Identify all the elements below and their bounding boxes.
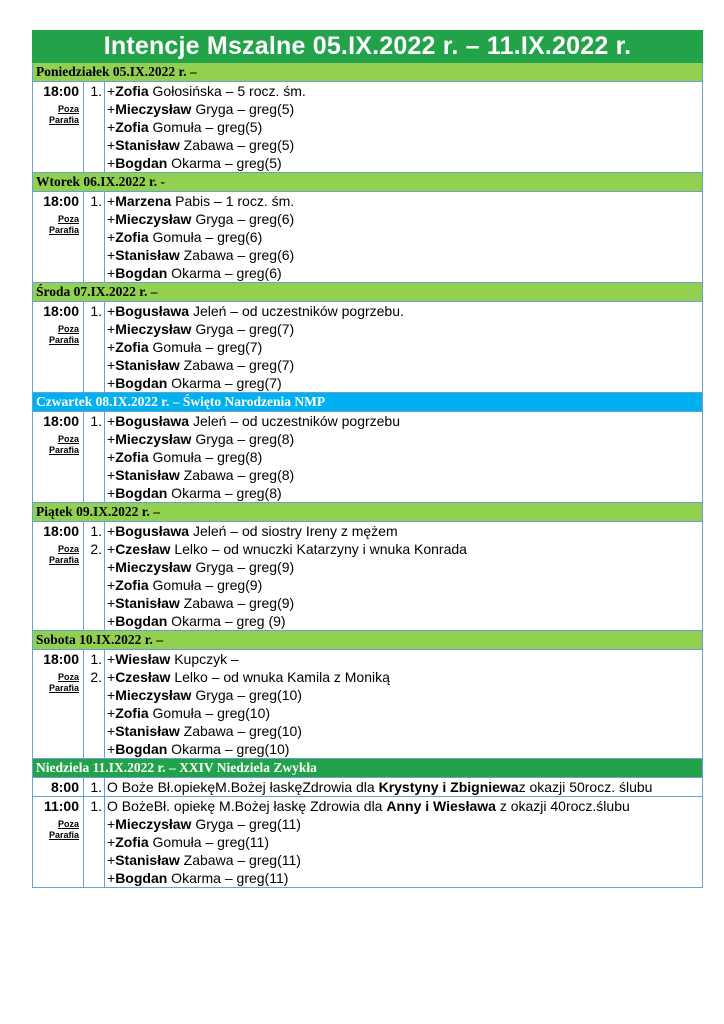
intention-line — [107, 576, 702, 594]
number-column — [84, 650, 105, 758]
intention-line — [107, 302, 702, 320]
intention-name: Mieczysław — [115, 211, 192, 227]
intention-name: Stanisław — [115, 723, 180, 739]
intention-name: Anny i Wiesława — [386, 798, 496, 814]
intention-text: Gomuła – greg(7) — [148, 339, 263, 355]
intention-name: Krystyny i Zbigniewa — [378, 779, 519, 795]
intention-name: Bogusława — [115, 413, 190, 429]
intention-text: + — [107, 211, 116, 227]
intention-text: Zabawa – greg(9) — [179, 595, 295, 611]
intention-name: Mieczysław — [115, 101, 192, 117]
poza-parafia-label: Parafia — [48, 225, 79, 235]
mass-row — [32, 302, 703, 393]
intentions-column — [105, 192, 702, 282]
intention-text: Zabawa – greg(7) — [179, 357, 295, 373]
intention-number: 1. — [90, 779, 102, 795]
intention-number: 1. — [90, 303, 102, 319]
intention-number: 1. — [90, 651, 102, 667]
poza-parafia-label: Poza — [57, 104, 79, 114]
intention-name: Mieczysław — [115, 321, 192, 337]
time-column — [33, 192, 84, 282]
intention-text: + — [107, 577, 116, 593]
intention-line — [107, 264, 702, 282]
intention-line — [107, 540, 702, 558]
intention-line — [107, 100, 702, 118]
intention-name: Zofia — [115, 449, 149, 465]
intention-text: + — [107, 357, 116, 373]
intention-text: + — [107, 705, 116, 721]
intention-line — [107, 594, 702, 612]
intention-text: Jeleń – od siostry Ireny z mężem — [189, 523, 398, 539]
intention-name: Stanisław — [115, 247, 180, 263]
intention-name: Bogdan — [115, 741, 168, 757]
mass-row — [32, 650, 703, 759]
mass-row — [32, 778, 703, 797]
days-list — [32, 63, 703, 888]
mass-time: 18:00 — [43, 303, 79, 319]
intention-text: Okarma – greg(8) — [167, 485, 282, 501]
intention-text: + — [107, 834, 116, 850]
intention-text: Okarma – greg(10) — [167, 741, 290, 757]
intention-text: z okazji 50rocz. ślubu — [518, 779, 653, 795]
intention-line — [107, 778, 702, 796]
intention-text: + — [107, 523, 116, 539]
intention-text: + — [107, 137, 116, 153]
intention-name: Bogdan — [115, 485, 168, 501]
intention-name: Stanisław — [115, 357, 180, 373]
intention-number: 1. — [90, 83, 102, 99]
number-column — [84, 797, 105, 887]
number-column — [84, 82, 105, 172]
intention-line — [107, 192, 702, 210]
intention-name: Stanisław — [115, 595, 180, 611]
intention-text: Okarma – greg(7) — [167, 375, 282, 391]
intention-text: + — [107, 431, 116, 447]
intentions-column — [105, 778, 702, 796]
intention-name: Mieczysław — [115, 687, 192, 703]
intention-number: 2. — [90, 541, 102, 557]
intention-name: Zofia — [115, 834, 149, 850]
intention-line — [107, 430, 702, 448]
mass-row — [32, 82, 703, 173]
intention-text: + — [107, 265, 116, 281]
day-header: Czwartek 08.IX.2022 r. – Święto Narodzenia NMP — [32, 393, 703, 412]
intention-name: Mieczysław — [115, 431, 192, 447]
intention-line — [107, 82, 702, 100]
mass-time: 18:00 — [43, 193, 79, 209]
intention-text: + — [107, 339, 116, 355]
intention-line — [107, 722, 702, 740]
intentions-column — [105, 82, 702, 172]
number-column — [84, 302, 105, 392]
intention-name: Zofia — [115, 705, 149, 721]
intention-text: + — [107, 229, 116, 245]
intention-text: Lelko – od wnuczki Katarzyny i wnuka Konrada — [170, 541, 467, 557]
intention-name: Mieczysław — [115, 816, 192, 832]
mass-time: 18:00 — [43, 651, 79, 667]
intention-text: + — [107, 247, 116, 263]
number-column — [84, 192, 105, 282]
intention-line — [107, 118, 702, 136]
intention-text: Jeleń – od uczestników pogrzebu. — [189, 303, 404, 319]
intention-text: Zabawa – greg(8) — [179, 467, 295, 483]
intention-text: O Boże Bł.opiekęM.Bożej łaskęZdrowia dla — [107, 779, 379, 795]
intention-name: Stanisław — [115, 137, 180, 153]
poza-parafia-label: Poza — [57, 434, 79, 444]
intention-text: Gryga – greg(5) — [191, 101, 295, 117]
intention-line — [107, 338, 702, 356]
intention-text: z okazji 40rocz.ślubu — [495, 798, 630, 814]
poza-parafia-label: Parafia — [48, 335, 79, 345]
intention-number: 1. — [90, 523, 102, 539]
poza-parafia-label: Parafia — [48, 115, 79, 125]
intention-line — [107, 154, 702, 172]
time-column — [33, 412, 84, 502]
mass-time: 18:00 — [43, 83, 79, 99]
poza-parafia-label: Poza — [57, 819, 79, 829]
intention-line — [107, 740, 702, 758]
intention-text: Gomuła – greg(9) — [148, 577, 263, 593]
mass-time: 18:00 — [43, 523, 79, 539]
intention-text: + — [107, 595, 116, 611]
intention-text: Gryga – greg(9) — [191, 559, 295, 575]
mass-time: 8:00 — [50, 779, 79, 795]
intention-line — [107, 869, 702, 887]
intention-text: + — [107, 723, 116, 739]
intention-text: Gryga – greg(8) — [191, 431, 295, 447]
poza-parafia-label: Parafia — [48, 683, 79, 693]
number-column — [84, 412, 105, 502]
poza-parafia-label: Parafia — [48, 555, 79, 565]
intention-text: Gomuła – greg(5) — [148, 119, 263, 135]
mass-time: 11:00 — [43, 798, 79, 814]
intention-line — [107, 686, 702, 704]
intention-text: + — [107, 413, 116, 429]
intention-line — [107, 668, 702, 686]
intention-number: 1. — [90, 798, 102, 814]
intention-text: + — [107, 321, 116, 337]
intention-name: Czesław — [115, 669, 171, 685]
time-column — [33, 302, 84, 392]
intention-line — [107, 412, 702, 430]
intention-text: Zabawa – greg(5) — [179, 137, 295, 153]
intention-name: Bogdan — [115, 613, 168, 629]
intention-number: 1. — [90, 413, 102, 429]
intention-text: Gomuła – greg(8) — [148, 449, 263, 465]
intentions-sheet — [32, 30, 703, 888]
time-column — [33, 650, 84, 758]
intention-line — [107, 136, 702, 154]
intention-line — [107, 612, 702, 630]
intention-line — [107, 466, 702, 484]
poza-parafia-label: Poza — [57, 672, 79, 682]
intention-text: + — [107, 119, 116, 135]
intention-text: + — [107, 741, 116, 757]
intention-line — [107, 851, 702, 869]
day-header: Środa 07.IX.2022 r. – — [32, 283, 703, 302]
intentions-column — [105, 650, 702, 758]
intention-text: + — [107, 559, 116, 575]
intention-text: + — [107, 193, 116, 209]
intention-line — [107, 210, 702, 228]
time-column — [33, 82, 84, 172]
poza-parafia-label: Poza — [57, 214, 79, 224]
intention-text: Gomuła – greg(11) — [148, 834, 269, 850]
intentions-column — [105, 302, 702, 392]
intention-text: Zabawa – greg(6) — [179, 247, 295, 263]
mass-row — [32, 522, 703, 631]
intention-text: + — [107, 541, 116, 557]
intention-name: Stanisław — [115, 852, 180, 868]
intention-name: Zofia — [115, 577, 149, 593]
number-column — [84, 522, 105, 630]
intention-text: + — [107, 485, 116, 501]
intention-text: Gryga – greg(11) — [191, 816, 301, 832]
intention-line — [107, 833, 702, 851]
intention-text: O BożeBł. opiekę M.Bożej łaskę Zdrowia dla — [107, 798, 387, 814]
intention-text: + — [107, 467, 116, 483]
intentions-column — [105, 412, 702, 502]
intention-text: + — [107, 375, 116, 391]
mass-row — [32, 412, 703, 503]
mass-time: 18:00 — [43, 413, 79, 429]
intention-text: Okarma – greg(6) — [167, 265, 282, 281]
intention-text: Gryga – greg(7) — [191, 321, 295, 337]
day-header: Niedziela 11.IX.2022 r. – XXIV Niedziela Zwykła — [32, 759, 703, 778]
intention-text: + — [107, 613, 116, 629]
day-header: Poniedziałek 05.IX.2022 r. – — [32, 63, 703, 82]
intention-name: Czesław — [115, 541, 171, 557]
intention-line — [107, 484, 702, 502]
intention-text: Gomuła – greg(10) — [148, 705, 271, 721]
day-header: Wtorek 06.IX.2022 r. - — [32, 173, 703, 192]
intention-name: Bogdan — [115, 265, 168, 281]
poza-parafia-label: Poza — [57, 544, 79, 554]
intention-line — [107, 558, 702, 576]
intention-text: + — [107, 651, 116, 667]
intention-number: 1. — [90, 193, 102, 209]
intention-name: Bogdan — [115, 155, 168, 171]
intention-name: Zofia — [115, 119, 149, 135]
intention-text: + — [107, 101, 116, 117]
intention-text: Jeleń – od uczestników pogrzebu — [189, 413, 401, 429]
intention-line — [107, 246, 702, 264]
intention-name: Marzena — [115, 193, 172, 209]
intention-name: Mieczysław — [115, 559, 192, 575]
page-title: Intencje Mszalne 05.IX.2022 r. – 11.IX.2022 r. — [32, 30, 703, 63]
time-column — [33, 522, 84, 630]
intention-name: Bogdan — [115, 870, 168, 886]
intention-text: + — [107, 449, 116, 465]
intention-text: Gołosińska – 5 rocz. śm. — [148, 83, 306, 99]
intention-text: Gomuła – greg(6) — [148, 229, 263, 245]
intention-text: Okarma – greg(11) — [167, 870, 289, 886]
intention-name: Bogdan — [115, 375, 168, 391]
intention-text: Okarma – greg (9) — [167, 613, 286, 629]
poza-parafia-label: Parafia — [48, 830, 79, 840]
intention-text: Lelko – od wnuka Kamila z Moniką — [170, 669, 390, 685]
intention-text: + — [107, 155, 116, 171]
day-header: Sobota 10.IX.2022 r. – — [32, 631, 703, 650]
day-header: Piątek 09.IX.2022 r. – — [32, 503, 703, 522]
intention-text: Zabawa – greg(11) — [179, 852, 301, 868]
intention-name: Bogusława — [115, 523, 190, 539]
intention-text: Pabis – 1 rocz. śm. — [171, 193, 295, 209]
intention-text: + — [107, 816, 116, 832]
intention-text: + — [107, 687, 116, 703]
intention-text: Gryga – greg(10) — [191, 687, 302, 703]
intention-line — [107, 815, 702, 833]
intention-name: Stanisław — [115, 467, 180, 483]
intention-text: Kupczyk – — [170, 651, 239, 667]
intention-line — [107, 704, 702, 722]
intention-text: Gryga – greg(6) — [191, 211, 295, 227]
intentions-column — [105, 797, 702, 887]
intention-name: Bogusława — [115, 303, 190, 319]
intention-name: Zofia — [115, 229, 149, 245]
poza-parafia-label: Parafia — [48, 445, 79, 455]
intention-line — [107, 374, 702, 392]
intention-name: Zofia — [115, 83, 149, 99]
intention-number: 2. — [90, 669, 102, 685]
intention-line — [107, 448, 702, 466]
intention-line — [107, 650, 702, 668]
intention-line — [107, 320, 702, 338]
intention-text: + — [107, 669, 116, 685]
time-column — [33, 778, 84, 796]
intention-line — [107, 797, 702, 815]
time-column — [33, 797, 84, 887]
intention-line — [107, 228, 702, 246]
intention-text: + — [107, 83, 116, 99]
intentions-column — [105, 522, 702, 630]
intention-line — [107, 356, 702, 374]
intention-line — [107, 522, 702, 540]
intention-name: Wiesław — [115, 651, 171, 667]
poza-parafia-label: Poza — [57, 324, 79, 334]
mass-row — [32, 192, 703, 283]
number-column — [84, 778, 105, 796]
intention-name: Zofia — [115, 339, 149, 355]
mass-row — [32, 797, 703, 888]
intention-text: + — [107, 870, 116, 886]
intention-text: + — [107, 852, 116, 868]
intention-text: Zabawa – greg(10) — [179, 723, 302, 739]
intention-text: Okarma – greg(5) — [167, 155, 282, 171]
intention-text: + — [107, 303, 116, 319]
